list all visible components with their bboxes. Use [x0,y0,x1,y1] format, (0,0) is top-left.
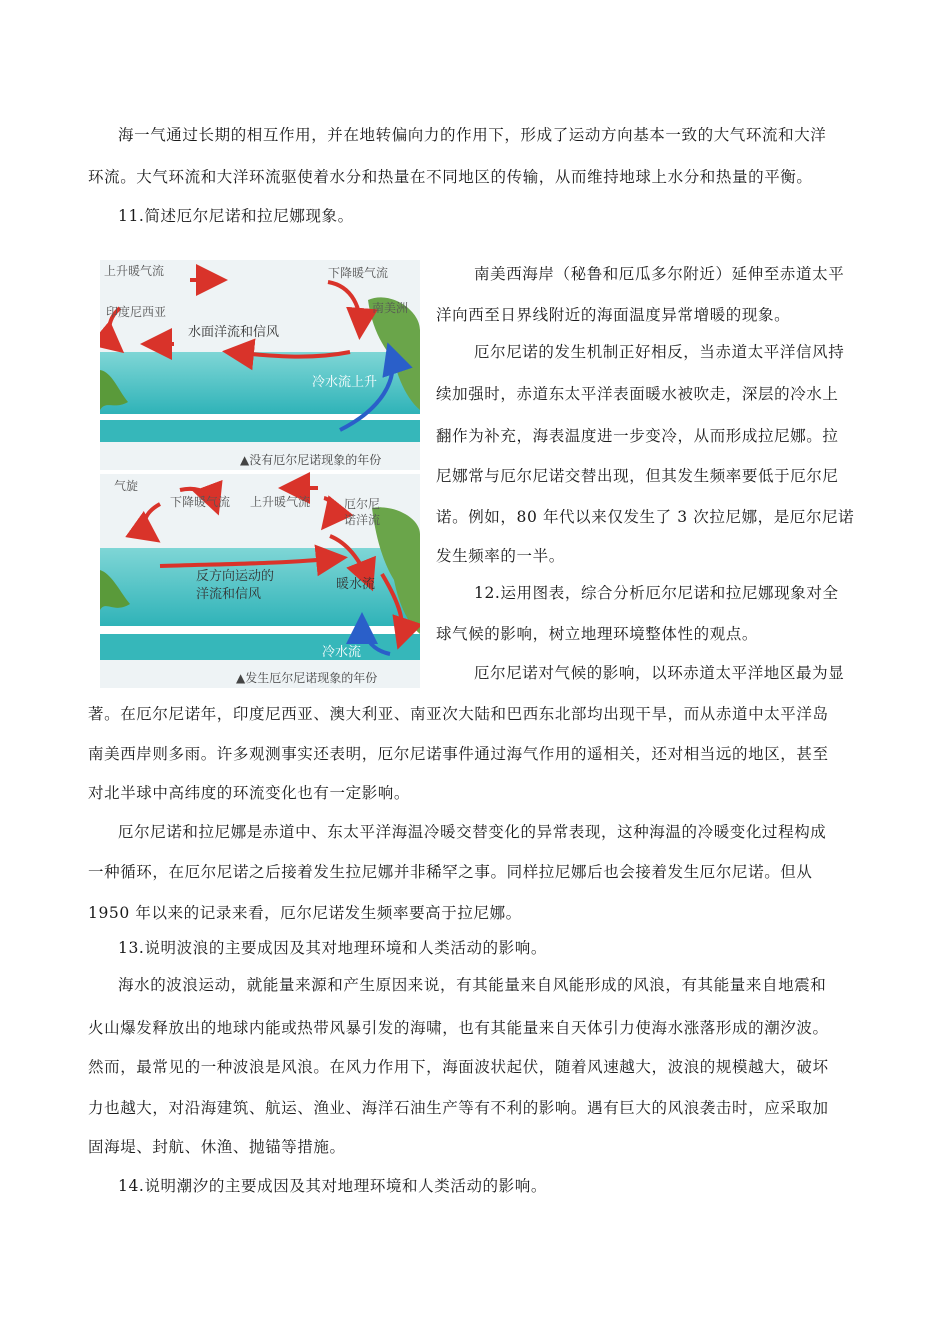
label-surface-current: 水面洋流和信风 [188,325,280,340]
question-14: 14.说明潮汐的主要成因及其对地理环境和人类活动的影响。 [118,1177,547,1195]
question-13: 13.说明波浪的主要成因及其对地理环境和人类活动的影响。 [118,939,547,957]
paragraph-line: 翻作为补充，海表温度进一步变冷，从而形成拉尼娜。拉 [436,427,839,445]
paragraph-line: 著。在厄尔尼诺年，印度尼西亚、澳大利亚、南亚次大陆和巴西东北部均出现干旱，而从赤道中太平洋岛 [88,705,829,723]
paragraph-line: 发生频率的一半。 [436,547,565,565]
paragraph-line: 球气候的影响，树立地理环境整体性的观点。 [436,625,759,643]
label-sinking-air: 下降暖气流 [170,495,231,509]
paragraph-line: 续加强时，赤道东太平洋表面暖水被吹走，深层的冷水上 [436,385,839,403]
paragraph-line: 一种循环，在厄尔尼诺之后接着发生拉尼娜并非稀罕之事。同样拉尼娜后也会接着发生厄尔尼诺。但从 [88,863,813,881]
paragraph-line: 厄尔尼诺和拉尼娜是赤道中、东太平洋海温冷暖交替变化的异常表现，这种海温的冷暖变化过程构成 [118,823,827,841]
paragraph-line: 尼娜常与厄尔尼诺交替出现，但其发生频率要低于厄尔尼 [436,467,839,485]
caption-el-nino: ▲发生厄尔尼诺现象的年份 [236,671,378,685]
label-cold-upwelling: 冷水流上升 [312,375,378,390]
paragraph-line: 海水的波浪运动，就能量来源和产生原因来说，有其能量来自风能形成的风浪，有其能量来自地震和 [118,976,827,994]
label-reverse-current-2: 洋流和信风 [196,587,262,602]
paragraph-line: 洋向西至日界线附近的海面温度异常增暖的现象。 [436,306,791,324]
question-12: 12.运用图表，综合分析厄尔尼诺和拉尼娜现象对全 [474,584,839,602]
paragraph-line: 固海堤、封航、休渔、抛锚等措施。 [88,1138,346,1156]
paragraph-line: 南美西岸则多雨。许多观测事实还表明，厄尔尼诺事件通过海气作用的遥相关，还对相当远的地区，甚至 [88,745,829,763]
paragraph-line: 对北半球中高纬度的环流变化也有一定影响。 [88,784,411,802]
paragraph-line: 厄尔尼诺的发生机制正好相反，当赤道太平洋信风持 [474,343,845,361]
paragraph-line: 火山爆发释放出的地球内能或热带风暴引发的海啸，也有其能量来自天体引力使海水涨落形成的潮汐波。 [88,1019,829,1037]
label-rising-air: 上升暖气流 [104,264,165,278]
paragraph-line: 环流。大气环流和大洋环流驱使着水分和热量在不同地区的传输，从而维持地球上水分和热量的平衡。 [88,168,813,186]
paragraph-line: 南美西海岸（秘鲁和厄瓜多尔附近）延伸至赤道太平 [474,265,845,283]
label-el-nino-2: 诺洋流 [344,513,381,527]
label-indonesia: 印度尼西亚 [106,305,167,319]
paragraph-line: 1950 年以来的记录来看，厄尔尼诺发生频率要高于拉尼娜。 [88,904,522,922]
label-el-nino-1: 厄尔尼 [344,497,381,511]
paragraph-line: 厄尔尼诺对气候的影响，以环赤道太平洋地区最为显 [474,664,845,682]
label-cold-water: 冷水流 [322,645,362,660]
el-nino-comparison-figure [100,260,420,688]
caption-no-el-nino: ▲没有厄尔尼诺现象的年份 [240,453,382,467]
label-cyclone: 气旋 [114,479,139,493]
label-south-america: 南美洲 [372,301,409,315]
label-warm-water: 暖水流 [336,577,376,592]
question-11: 11.简述厄尔尼诺和拉尼娜现象。 [118,207,354,225]
label-reverse-current-1: 反方向运动的 [196,569,275,584]
label-sinking-air: 下降暖气流 [328,266,389,280]
paragraph-line: 海一气通过长期的相互作用，并在地转偏向力的作用下，形成了运动方向基本一致的大气环流和大洋 [118,126,827,144]
paragraph-line: 诺。例如，80 年代以来仅发生了 3 次拉尼娜，是厄尔尼诺 [436,508,855,526]
paragraph-line: 然而，最常见的一种波浪是风浪。在风力作用下，海面波状起伏，随着风速越大，波浪的规模越大，破坏 [88,1058,829,1076]
panel-el-nino [100,474,420,688]
panel-no-el-nino [100,260,420,470]
label-rising-air: 上升暖气流 [250,495,311,509]
paragraph-line: 力也越大，对沿海建筑、航运、渔业、海洋石油生产等有不利的影响。遇有巨大的风浪袭击时，应采取加 [88,1099,829,1117]
